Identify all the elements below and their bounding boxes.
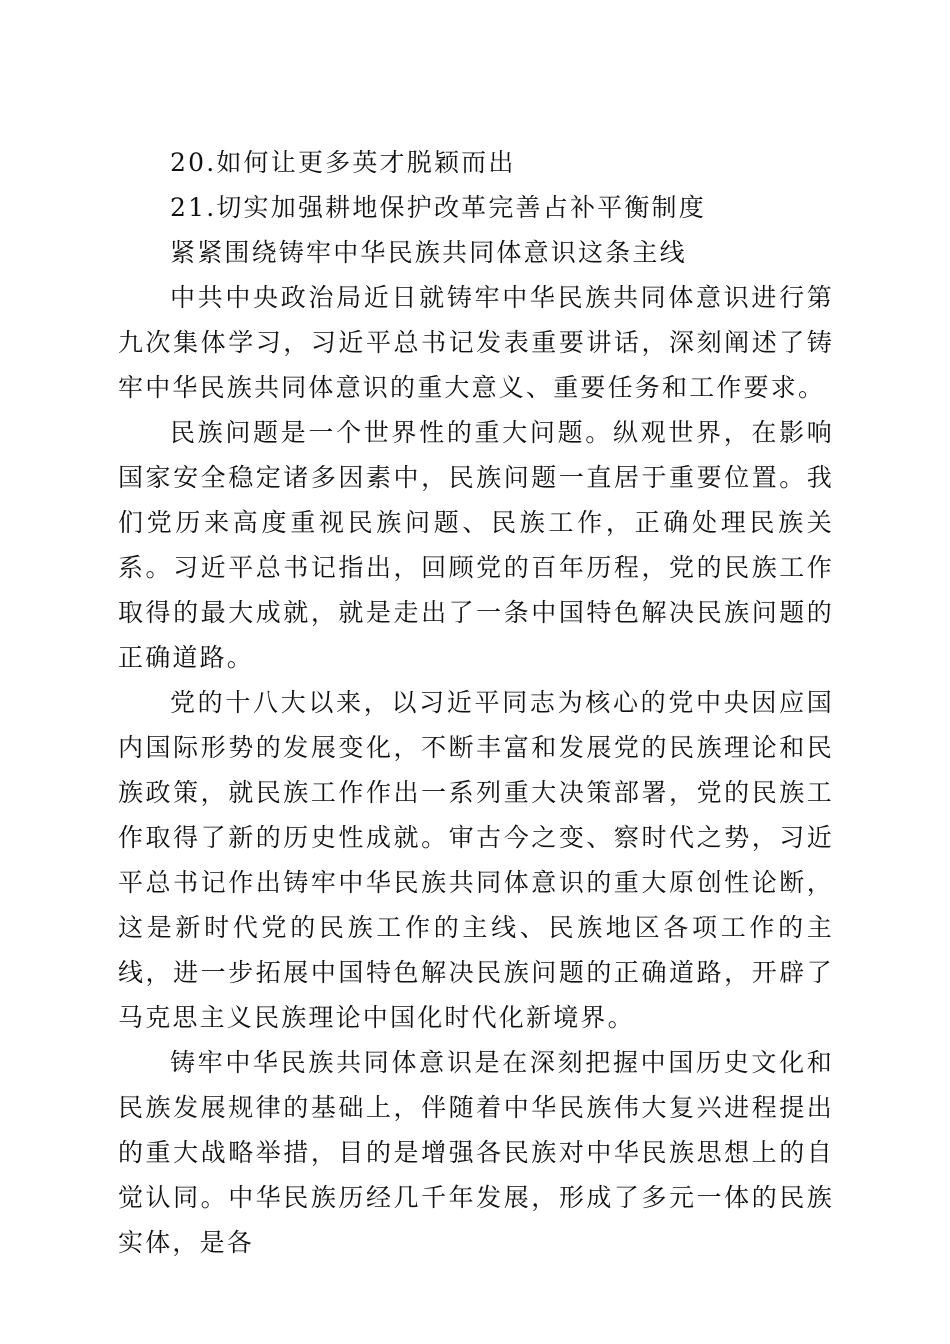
document-body xyxy=(118,140,834,1265)
article-heading: 紧紧围绕铸牢中华民族共同体意识这条主线 xyxy=(170,238,687,267)
paragraph-2: 民族问题是一个世界性的重大问题。纵观世界，在影响国家安全稳定诸多因素中，民族问题一直居于重要位置。我们党历来高度重视民族问题、民族工作，正确处理民族关系。习近平总书记指出，回顾党的百年历程，党的民族工作取得的最大成就，就是走出了一条中国特色解决民族问题的正确道路。 xyxy=(118,418,834,672)
list-item-20: 20.如何让更多英才脱颖而出 xyxy=(170,148,516,177)
paragraph-3: 党的十八大以来，以习近平同志为核心的党中央因应国内国际形势的发展变化，不断丰富和发展党的民族理论和民族政策，就民族工作作出一系列重大决策部署，党的民族工作取得了新的历史性成就。审古今之变、察时代之势，习近平总书记作出铸牢中华民族共同体意识的重大原创性论断，这是新时代党的民族工作的主线、民族地区各项工作的主线，进一步拓展中国特色解决民族问题的正确道路，开辟了马克思主义民族理论中国化时代化新境界。 xyxy=(118,688,834,1032)
paragraph-4: 铸牢中华民族共同体意识是在深刻把握中国历史文化和民族发展规律的基础上，伴随着中华民族伟大复兴进程提出的重大战略举措，目的是增强各民族对中华民族思想上的自觉认同。中华民族历经几千年发展，形成了多元一体的民族实体，是各 xyxy=(118,1048,834,1257)
paragraph-1: 中共中央政治局近日就铸牢中华民族共同体意识进行第九次集体学习，习近平总书记发表重要讲话，深刻阐述了铸牢中华民族共同体意识的重大意义、重要任务和工作要求。 xyxy=(118,283,834,402)
list-item-21: 21.切实加强耕地保护改革完善占补平衡制度 xyxy=(170,193,706,222)
